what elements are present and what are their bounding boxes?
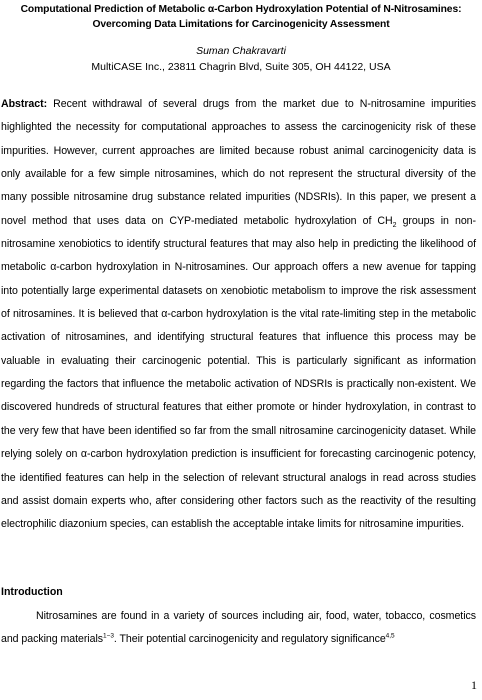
abstract-text-part-1: Recent withdrawal of several drugs from the market due to N-nitrosamine impurities highlighted the necessity for computational approaches to assess the carcinogenicity risk of these impurities. However, current approaches are limited because robust animal carcinogenicity data is only available for a few simple nitrosamines, which do not represent the structural diversity of the many possible nitrosamine drug substance related impurities (NDSRIs). In this paper, we present a novel method that uses data on CYP-mediated metabolic hydroxylation of CH: [1, 98, 476, 227]
abstract-text-part-2: groups in non-nitrosamine xenobiotics to identify structural features that may also help in predicting the likelihood of metabolic α-carbon hydroxylation in N-nitrosamines. Our approach offers a new avenue for tapping into potentially large experimental datasets on xenobiotic metabolism to improve the risk assessment of nitrosamines. It is believed that α-carbon hydroxylation is the vital rate-limiting step in the metabolic activation of nitrosamines, and identifying structural features that influence this process may be valuable in evaluating their carcinogenic potential. This is particularly significant as information regarding the factors that influence the metabolic activation of NDSRIs is practically non-existent. We discovered hundreds of structural features that either promote or hinder hydroxylation, in contrast to the very few that have been identified so far from the small nitrosamine carcinogenicity dataset. While relying solely on α-carbon hydroxylation prediction is insufficient for forecasting carcinogenic potency, the identified features can help in the selection of relevant structural analogs in read across studies and assist domain experts who, after considering other factors such as the reactivity of the resulting electrophilic diazonium species, can establish the acceptable intake limits for nitrosamine impurities.: [1, 214, 476, 531]
page-number: 1: [471, 678, 477, 692]
author-name: Suman Chakravarti: [196, 45, 286, 57]
introduction-text-part-1: Nitrosamines are found in a variety of sources including air, food, water, tobacco, cosmetics and packing materials: [1, 610, 476, 646]
abstract-paragraph: [1, 93, 476, 537]
citation-2: 4,5: [385, 632, 395, 640]
paper-title: [4, 2, 478, 32]
introduction-heading: Introduction: [1, 586, 63, 598]
paper-title-line-1: Computational Prediction of Metabolic α-Carbon Hydroxylation Potential of N-Nitrosamines:: [20, 4, 462, 15]
citation-1: 1−3: [103, 632, 114, 640]
introduction-text-part-2: . Their potential carcinogenicity and regulatory significance: [113, 633, 386, 646]
author-affiliation: MultiCASE Inc., 23811 Chagrin Blvd, Suite 305, OH 44122, USA: [91, 61, 391, 73]
abstract-subscript: 2: [392, 221, 397, 229]
paper-title-line-2: Overcoming Data Limitations for Carcinogenicity Assessment: [92, 19, 390, 30]
introduction-paragraph: [1, 605, 476, 652]
abstract-label: Abstract:: [1, 98, 48, 110]
